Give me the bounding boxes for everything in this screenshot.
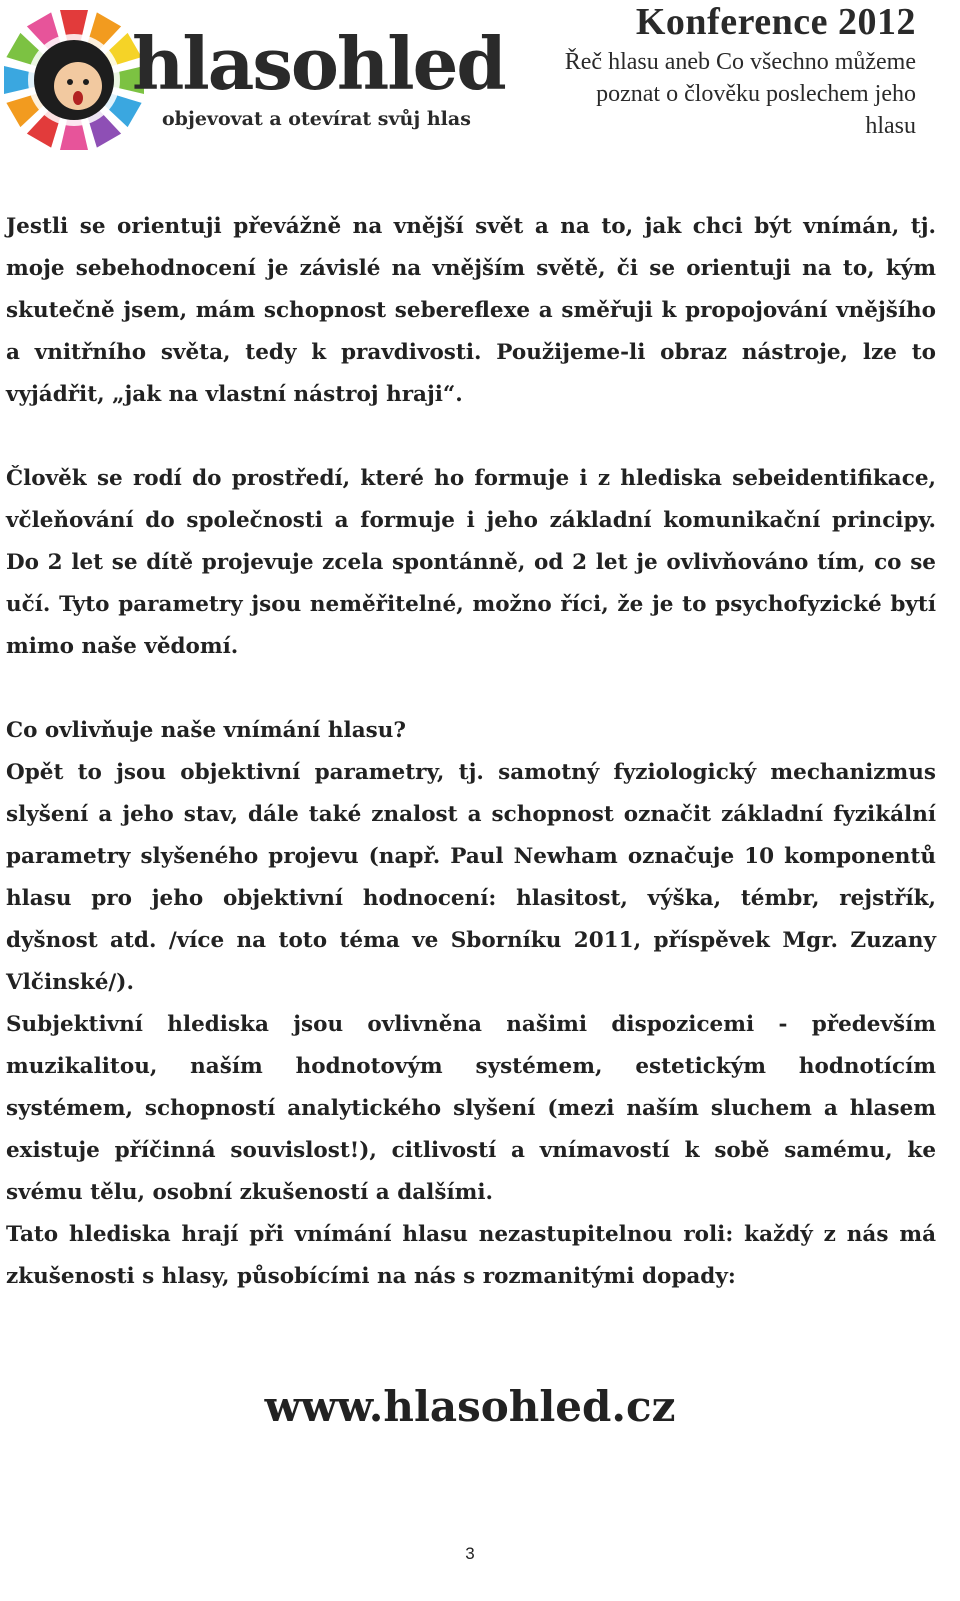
paragraph: Tato hlediska hrají při vnímání hlasu nezastupitelnou roli: každý z nás má zkušenosti s hlasy, působícími na nás s rozmanitými dopady: bbox=[6, 1222, 936, 1289]
question-heading: Co ovlivňuje naše vnímání hlasu? bbox=[6, 718, 406, 743]
hlasohled-logo[interactable] bbox=[2, 6, 505, 156]
conference-title: Konference 2012 bbox=[635, 1, 916, 43]
page-header bbox=[0, 0, 960, 170]
logo-wordmark: hlasohled bbox=[132, 21, 505, 106]
article-body bbox=[6, 206, 936, 1298]
conference-subtitle-line: Řeč hlasu aneb Co všechno můžeme bbox=[564, 49, 916, 75]
colorful-face-logo-icon bbox=[2, 6, 152, 156]
paragraph: Člověk se rodí do prostředí, které ho formuje i z hlediska sebeidentifikace, včleňování do společnosti a formuje i jeho základní komunikační principy. Do 2 let se dítě projevuje zcela spontánně, od 2 let je ovlivňováno tím, co se učí. Tyto parametry jsou neměřitelné, možno říci, že je to psychofyzické bytí mimo naše vědomí. bbox=[6, 466, 936, 659]
paragraph: Opět to jsou objektivní parametry, tj. samotný fyziologický mechanizmus slyšení a jeho stav, dále také znalost a schopnost označit základní fyzikální parametry slyšeného projevu (např. Paul Newham označuje 10 komponentů hlasu pro jeho objektivní hodnocení: hlasitost, výška, témbr, rejstřík, dyšnost atd. /více na toto téma ve Sborníku 2011, příspěvek Mgr. Zuzany Vlčinské/). bbox=[6, 760, 936, 995]
conference-subtitle bbox=[486, 46, 916, 142]
website-link[interactable]: www.hlasohled.cz bbox=[264, 1382, 676, 1431]
logo-tagline: objevovat a otevírat svůj hlas bbox=[162, 108, 471, 130]
paragraph: Subjektivní hlediska jsou ovlivněna našimi dispozicemi - především muzikalitou, naším hodnotovým systémem, estetickým hodnotícím systémem, schopností analytického slyšení (mezi naším sluchem a hlasem existuje příčinná souvislost!), citlivostí a vnímavostí k sobě samému, ke svému tělu, osobní zkušeností a dalšími. bbox=[6, 1012, 936, 1205]
conference-subtitle-line: poznat o člověku poslechem jeho bbox=[596, 81, 916, 107]
conference-subtitle-line: hlasu bbox=[865, 113, 916, 139]
page-number: 3 bbox=[465, 1544, 475, 1563]
conference-info bbox=[486, 0, 916, 142]
paragraph: Jestli se orientuji převážně na vnější svět a na to, jak chci být vnímán, tj. moje sebehodnocení je závislé na vnějším světě, či se orientuji na to, kým skutečně jsem, mám schopnost sebereflexe a směřuji k propojování vnějšího a vnitřního světa, tedy k pravdivosti. Použijeme-li obraz nástroje, lze to vyjádřit, „jak na vlastní nástroj hraji“. bbox=[6, 214, 936, 407]
